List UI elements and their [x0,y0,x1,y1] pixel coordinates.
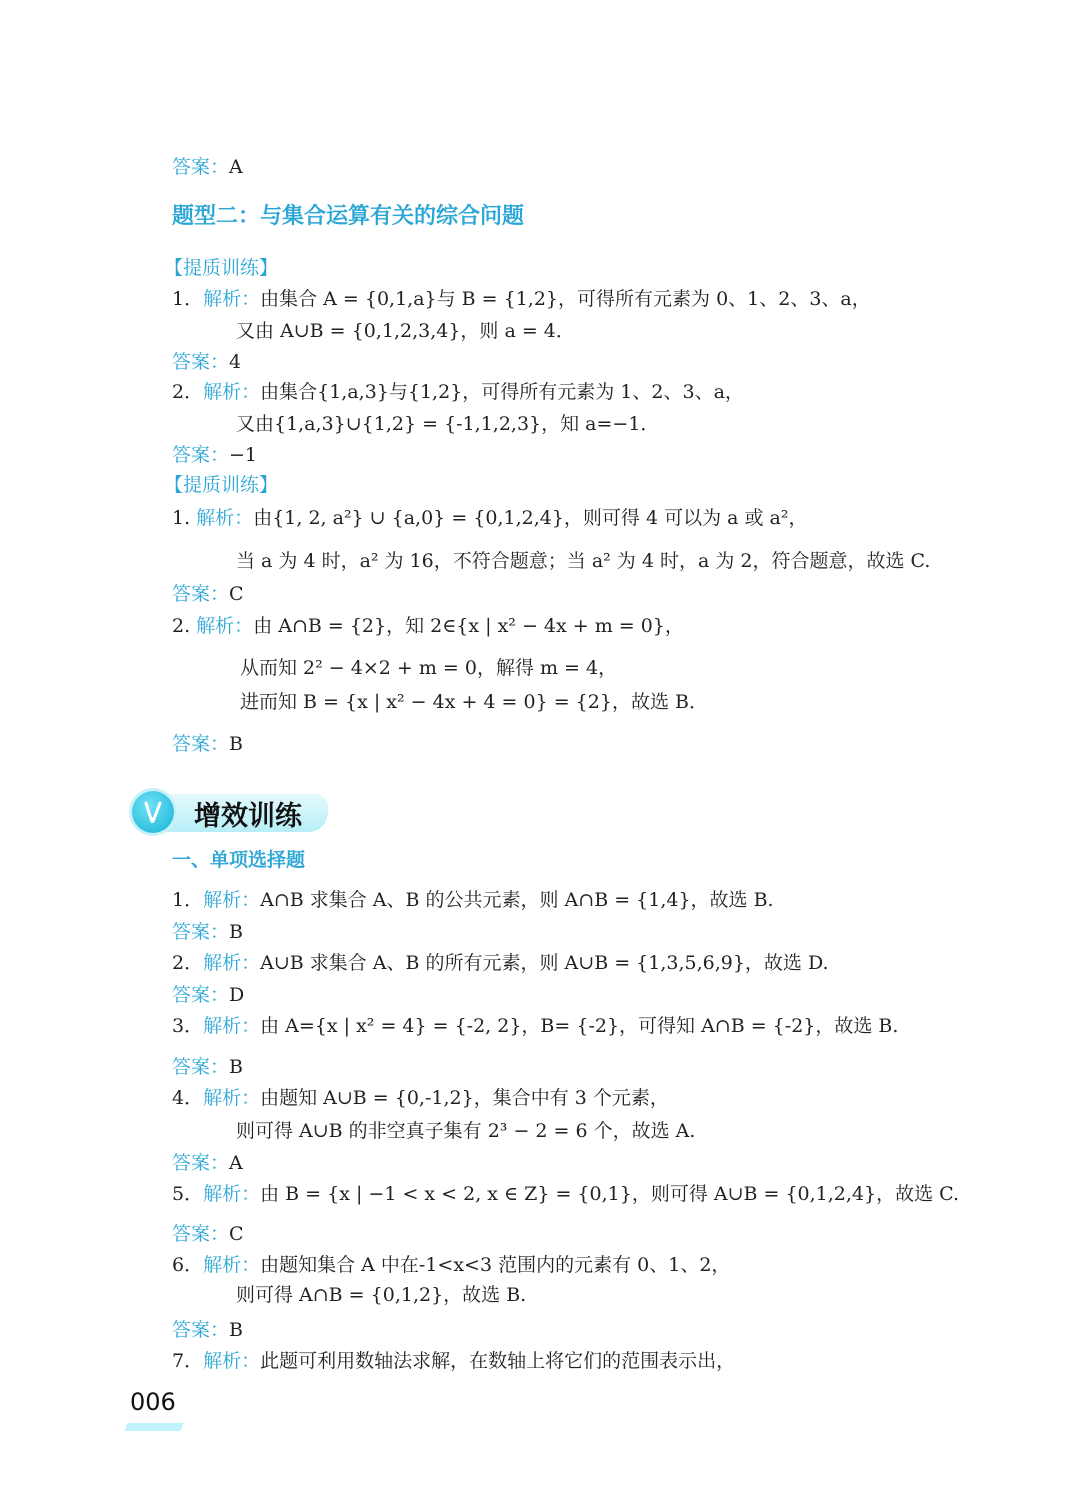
text-line [172,284,871,311]
line-text: −1 [229,444,258,466]
answer-label: 答案： [172,156,230,178]
answer-label: 答案： [172,1223,230,1245]
text-line [236,546,930,573]
text-line [172,1179,959,1206]
badge-title: 增效训练 [194,801,302,832]
answer-line [172,729,243,756]
answer-line [172,1219,244,1246]
text-line [172,948,829,975]
analysis-label: 解析： [203,1087,261,1109]
line-text: 则可得 A∪B 的非空真子集有 2³ − 2 = 6 个，故选 A. [236,1120,696,1142]
line-text: C [229,583,244,605]
line-text: 则可得 A∩B = {0,1,2}，故选 B. [236,1284,527,1306]
line-text: 由 A∩B = {2}，知 2∈{x | x² − 4x + m = 0}， [253,615,684,637]
text-line [172,1083,669,1110]
answer-line [172,579,244,606]
line-text: A [229,1152,243,1174]
pen-icon [138,797,168,827]
item-number: 1． [172,288,204,310]
page-number-bar [125,1423,184,1431]
training-label: 【提质训练】 [164,474,279,496]
analysis-label: 解析： [203,381,261,403]
line-text: 由集合{1,a,3}与{1,2}，可得所有元素为 1、2、3、a， [260,381,744,403]
item-number: 2． [172,381,204,403]
answer-line [172,440,257,467]
answer-label: 答案： [172,921,230,943]
line-text: 当 a 为 4 时，a² 为 16，不符合题意；当 a² 为 4 时，a 为 2，符合题意，故选 C. [236,550,931,572]
item-number: 2. [172,615,197,637]
text-line [236,316,575,343]
line-text: 由 B = {x | −1 < x < 2, x ∈ Z} = {0,1}，则可得 A∪B = {0,1,2,4}，故选 C. [260,1183,960,1205]
text-line [172,885,774,912]
item-number: 3． [172,1015,204,1037]
section-badge [128,788,332,838]
analysis-label: 解析： [203,889,261,911]
training-label: 【提质训练】 [164,257,279,279]
line-text: A∪B 求集合 A、B 的所有元素，则 A∪B = {1,3,5,6,9}，故选 D. [260,952,829,974]
item-number: 1． [172,889,204,911]
answer-line [172,152,243,179]
answer-label: 答案： [172,1152,230,1174]
text-line [172,1346,735,1373]
analysis-label: 解析： [203,288,261,310]
item-number: 2． [172,952,204,974]
line-text: 由题知 A∪B = {0,-1,2}，集合中有 3 个元素， [260,1087,669,1109]
line-text: B [229,921,243,943]
analysis-label: 解析： [203,1183,261,1205]
line-text: A [229,156,243,178]
line-text: 进而知 B = {x | x² − 4x + 4 = 0} = {2}，故选 B． [240,691,708,713]
line-text: A∩B 求集合 A、B 的公共元素，则 A∩B = {1,4}，故选 B. [260,889,774,911]
line-text: 由 A={x | x² = 4} = {-2, 2}，B= {-2}，可得知 A∩B = {-2}，故选 B. [260,1015,899,1037]
line-text: 由题知集合 A 中在-1<x<3 范围内的元素有 0、1、2， [260,1254,731,1276]
answer-label: 答案： [172,733,230,755]
analysis-label: 解析： [196,615,254,637]
text-line [172,377,744,404]
item-number: 7． [172,1350,204,1372]
item-number: 5． [172,1183,204,1205]
line-text: 4 [229,351,242,373]
answer-line [172,1315,243,1342]
text-line [172,1011,898,1038]
analysis-label: 解析： [203,1015,261,1037]
text-line [236,1116,695,1143]
item-number: 6． [172,1254,204,1276]
line-text: 由集合 A = {0,1,a}与 B = {1,2}，可得所有元素为 0、1、2、3、a， [260,288,871,310]
line-text: B [229,1319,243,1341]
answer-line [172,1148,243,1175]
line-text: 由{1, 2, a²} ∪ {a,0} = {0,1,2,4}，则可得 4 可以为 a 或 a²， [253,507,808,529]
text-line [236,1280,526,1307]
line-text: 又由 A∪B = {0,1,2,3,4}，则 a = 4． [236,320,575,342]
analysis-label: 解析： [203,952,261,974]
answer-line [172,347,241,374]
line-text: D [229,984,245,1006]
line-text: B [229,1056,243,1078]
page-number: 006 [130,1388,176,1416]
line-text: C [229,1223,244,1245]
line-text: 此题可利用数轴法求解，在数轴上将它们的范围表示出， [260,1350,736,1372]
analysis-label: 解析： [203,1350,261,1372]
answer-label: 答案： [172,351,230,373]
text-line [236,409,659,436]
item-number: 4． [172,1087,204,1109]
answer-label: 答案： [172,1056,230,1078]
text-line [240,653,617,680]
answer-label: 答案： [172,1319,230,1341]
answer-label: 答案： [172,583,230,605]
line-text: B [229,733,243,755]
line-text: 又由{1,a,3}∪{1,2} = {-1,1,2,3}，知 a=−1． [236,413,660,435]
line-text: 从而知 2² − 4×2 + m = 0，解得 m = 4， [240,657,618,679]
answer-label: 答案： [172,984,230,1006]
text-line [172,1250,730,1277]
item-number: 1. [172,507,197,529]
text-line [240,687,708,714]
answer-line [172,980,244,1007]
section-heading: 题型二：与集合运算有关的综合问题 [172,204,525,229]
answer-label: 答案： [172,444,230,466]
answer-line [172,917,243,944]
analysis-label: 解析： [196,507,254,529]
answer-line [172,1052,243,1079]
subsection-heading: 一、单项选择题 [172,849,306,871]
text-line [172,503,807,530]
analysis-label: 解析： [203,1254,261,1276]
text-line [172,611,684,638]
